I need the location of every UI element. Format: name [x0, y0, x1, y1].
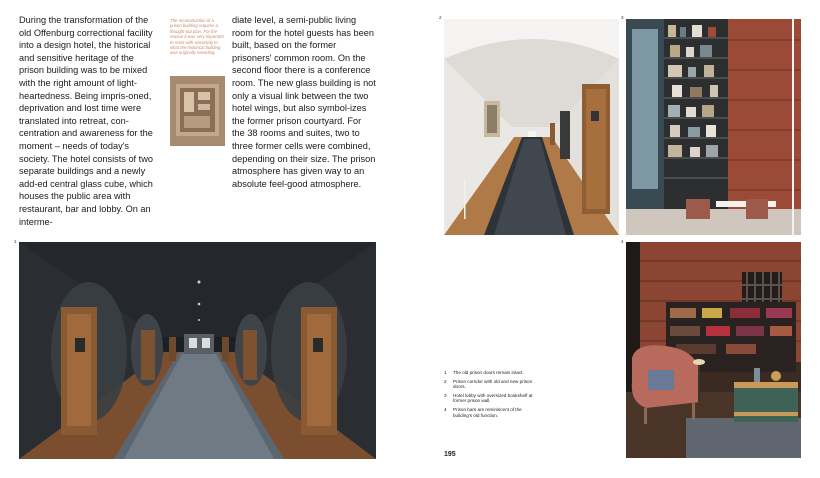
caption-text: Prison bars are reminiscent of the building's old function.	[453, 406, 522, 418]
body-paragraph-middle: diate level, a semi-public living room for the hotel guests has been built, based on the former prisoners' common room. On the second floor there is a conference room. The new glass building is not only a visual link between the two hotel wings, but also symbol-izes the former prison courtyard. For the 38 rooms and suites, two to three former cells were combined, depending on their size. The prison atmosphere has given way to an absolute feel-good atmosphere.	[232, 15, 376, 189]
side-note-text: The reconstruction of a prison building requires a thought-out plan. For the reason it was very important to react with sensitivity to what the historical building was originally intending.	[170, 18, 224, 56]
photo-lobby-bookshelf	[626, 19, 801, 235]
caption-list	[444, 370, 534, 421]
side-note	[170, 18, 226, 56]
photo-lounge-bars	[626, 242, 801, 458]
caption-number: 4	[444, 406, 447, 412]
caption-text: Hotel lobby with oversized bookshelf at former prison wall.	[453, 392, 533, 404]
caption-text: The old prison doors remain intact.	[453, 370, 524, 375]
figure-number-4: 4	[621, 239, 624, 244]
page-number: 195	[444, 451, 456, 458]
caption-number: 1	[444, 370, 447, 375]
photo-white-corridor	[444, 19, 619, 235]
caption-number: 2	[444, 378, 447, 384]
body-text-left	[19, 14, 161, 228]
body-text-middle	[232, 14, 376, 190]
figure-number-2: 2	[439, 15, 442, 20]
caption-item	[444, 407, 534, 418]
body-paragraph-left: During the transformation of the old Offenburg correctional facility into a design hotel, the historical and sensitive heritage of the prison building was to be mixed with the right amount of light-heartedness. Being impris-oned, deprivation and lost time were translated into retreat, con-centration and awareness for the moment – needs of today's society. The hotel consists of two separate buildings and a newly add-ed central glass cube, which houses the public area with restaurant, bar and lobby. On an interme-	[19, 15, 153, 227]
figure-number-3: 3	[621, 15, 624, 20]
caption-number: 3	[444, 392, 447, 398]
caption-text: Prison corridor with old and new prison doors.	[453, 378, 533, 390]
caption-item	[444, 370, 534, 376]
figure-number-1: 1	[14, 239, 17, 244]
caption-item	[444, 393, 534, 404]
caption-item	[444, 379, 534, 390]
side-note-photo	[170, 76, 225, 146]
photo-dark-corridor	[19, 242, 376, 459]
